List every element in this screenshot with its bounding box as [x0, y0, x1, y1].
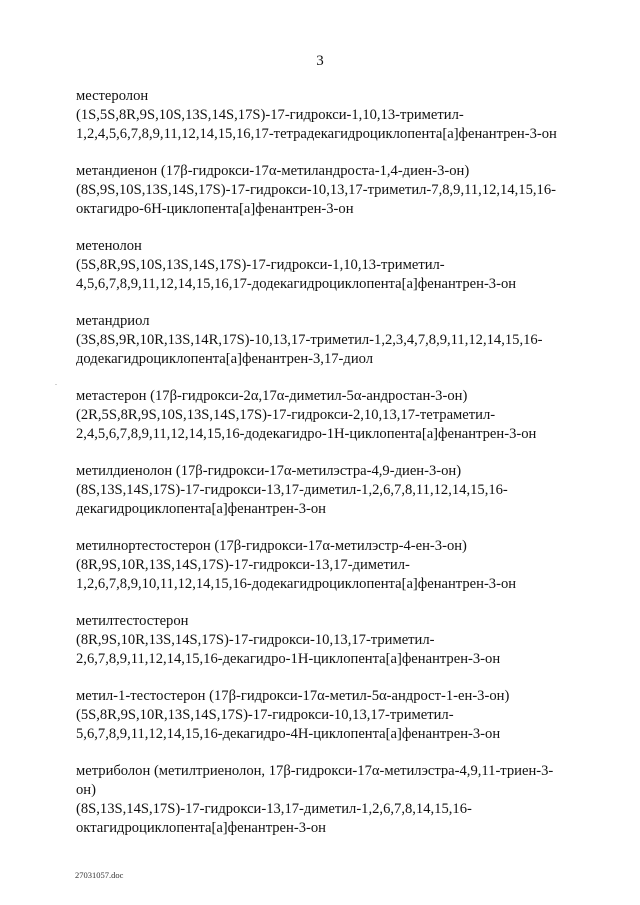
- compound-entry-methylnortestosterone: [76, 537, 576, 594]
- compound-entry-methandriol: [76, 312, 576, 369]
- compound-entry-methyldienolone: [76, 462, 576, 519]
- iupac-line: 1,2,6,7,8,9,10,11,12,14,15,16-додекагидроциклопента[a]фенантрен-3-он: [76, 576, 517, 592]
- page-number: 3: [316, 53, 324, 69]
- compound-name-continued: он): [76, 782, 96, 798]
- compound-entry-metribolone: [76, 762, 576, 838]
- compound-name: местеролон: [76, 88, 149, 104]
- compound-name: метриболон (метилтриенолон, 17β-гидрокси-17α-метилэстра-4,9,11-триен-3-: [76, 763, 554, 779]
- compound-name: метилнортестостерон (17β-гидрокси-17α-метилэстр-4-ен-3-он): [76, 538, 467, 554]
- iupac-line: октагидро-6H-циклопента[a]фенантрен-3-он: [76, 201, 354, 217]
- iupac-line: (8S,9S,10S,13S,14S,17S)-17-гидрокси-10,13,17-триметил-7,8,9,11,12,14,15,16-: [76, 182, 556, 198]
- compound-name: метилдиенолон (17β-гидрокси-17α-метилэстра-4,9-диен-3-он): [76, 463, 462, 479]
- compound-entry-methandienone: [76, 162, 576, 219]
- iupac-line: (1S,5S,8R,9S,10S,13S,14S,17S)-17-гидрокси-1,10,13-триметил-: [76, 107, 464, 123]
- iupac-line: 5,6,7,8,9,11,12,14,15,16-декагидро-4H-циклопента[a]фенантрен-3-он: [76, 726, 501, 742]
- iupac-line: додекагидроциклопента[a]фенантрен-3,17-диол: [76, 351, 374, 367]
- compound-list: [76, 87, 576, 856]
- compound-entry-metenolone: [76, 237, 576, 294]
- iupac-line: 2,4,5,6,7,8,9,11,12,14,15,16-додекагидро-1H-циклопента[a]фенантрен-3-он: [76, 426, 537, 442]
- iupac-line: (8S,13S,14S,17S)-17-гидрокси-13,17-диметил-1,2,6,7,8,14,15,16-: [76, 801, 472, 817]
- iupac-line: октагидроциклопента[a]фенантрен-3-он: [76, 820, 326, 836]
- compound-name: метандиенон (17β-гидрокси-17α-метиландроста-1,4-диен-3-он): [76, 163, 470, 179]
- compound-name: метастерон (17β-гидрокси-2α,17α-диметил-5α-андростан-3-он): [76, 388, 468, 404]
- compound-entry-mesterolone: [76, 87, 576, 144]
- iupac-line: (2R,5S,8R,9S,10S,13S,14S,17S)-17-гидрокси-2,10,13,17-тетраметил-: [76, 407, 496, 423]
- iupac-line: 4,5,6,7,8,9,11,12,14,15,16,17-додекагидроциклопента[a]фенантрен-3-он: [76, 276, 517, 292]
- iupac-line: (5S,8R,9S,10S,13S,14S,17S)-17-гидрокси-1,10,13-триметил-: [76, 257, 445, 273]
- compound-name: метилтестостерон: [76, 613, 189, 629]
- compound-entry-methyltestosterone: [76, 612, 576, 669]
- iupac-line: (8R,9S,10R,13S,14S,17S)-17-гидрокси-13,17-диметил-: [76, 557, 410, 573]
- compound-entry-methyl-1-testosterone: [76, 687, 576, 744]
- document-footer: 27031057.doc: [75, 870, 124, 880]
- iupac-line: (8R,9S,10R,13S,14S,17S)-17-гидрокси-10,13,17-триметил-: [76, 632, 435, 648]
- iupac-line: 2,6,7,8,9,11,12,14,15,16-декагидро-1H-циклопента[a]фенантрен-3-он: [76, 651, 501, 667]
- iupac-line: (3S,8S,9R,10R,13S,14R,17S)-10,13,17-триметил-1,2,3,4,7,8,9,11,12,14,15,16-: [76, 332, 543, 348]
- iupac-line: (8S,13S,14S,17S)-17-гидрокси-13,17-диметил-1,2,6,7,8,11,12,14,15,16-: [76, 482, 508, 498]
- compound-name: метил-1-тестостерон (17β-гидрокси-17α-метил-5α-андрост-1-ен-3-он): [76, 688, 510, 704]
- compound-entry-methasterone: [76, 387, 576, 444]
- compound-name: метенолон: [76, 238, 142, 254]
- iupac-line: 1,2,4,5,6,7,8,9,11,12,14,15,16,17-тетрадекагидроциклопента[a]фенантрен-3-он: [76, 126, 557, 142]
- compound-name: метандриол: [76, 313, 150, 329]
- iupac-line: (5S,8R,9S,10R,13S,14S,17S)-17-гидрокси-10,13,17-триметил-: [76, 707, 454, 723]
- margin-mark: .: [55, 378, 57, 387]
- iupac-line: декагидроциклопента[a]фенантрен-3-он: [76, 501, 326, 517]
